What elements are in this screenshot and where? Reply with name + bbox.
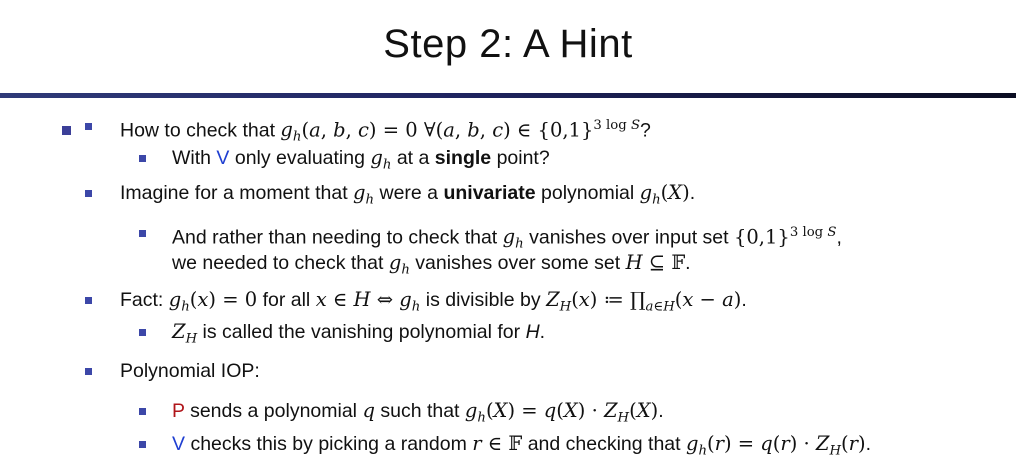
bullet-input-set-continuation: we needed to check that $g_h$ vanishes over some set H ⊆ 𝔽. [172,251,691,278]
verifier-label: V [172,433,186,455]
prover-label: P [172,400,185,422]
bullet-single-point: With V only evaluating $g_h$ at a single point? [172,146,550,173]
bullet-univariate: Imagine for a moment that $g_h$ were a univariate polynomial $g_h(X)$. [120,181,696,208]
bullet-icon [139,230,146,237]
bullet-icon [139,329,146,336]
slide-marker-icon [62,126,71,135]
title-underline [0,93,1016,98]
bullet-icon [85,190,92,197]
bullet-icon [139,441,146,448]
bullet-verifier-checks: V checks this by picking a random r ∈ 𝔽 and checking that $g_h(r) = q(r) \cdot Z_H(r)$. [172,432,871,459]
bullet-icon [85,123,92,130]
verifier-label: V [216,147,230,169]
bullet-icon [85,297,92,304]
bullet-prover-sends: P sends a polynomial q such that $g_h(X) = q(X) \cdot Z_H(X)$. [172,399,664,426]
bullet-vanishing-polynomial: $Z_H$ is called the vanishing polynomial for H. [172,320,546,347]
bullet-icon [139,408,146,415]
bullet-polynomial-iop: Polynomial IOP: [120,360,260,382]
bullet-input-set: And rather than needing to check that $g_h$ vanishes over input set $\{0,1\}^{3 log S}$, [172,225,842,252]
bullet-check-vanishing: How to check that $g_h(a$, b, c) = 0 ∀(a, b, c) ∈ $\{0,1\}^{3 log S}$? [120,118,651,145]
bullet-icon [85,368,92,375]
math-gh-zero: $g_h$ [280,118,302,145]
slide-title: Step 2: A Hint [383,22,633,66]
bullet-icon [139,155,146,162]
bullet-fact: Fact: $g_h(x) = 0$ for all x ∈ H ⇔ $g_h$ is divisible by $Z_H(x)$ ≔ $\prod_{a\in H}(x - a)$. [120,288,747,315]
